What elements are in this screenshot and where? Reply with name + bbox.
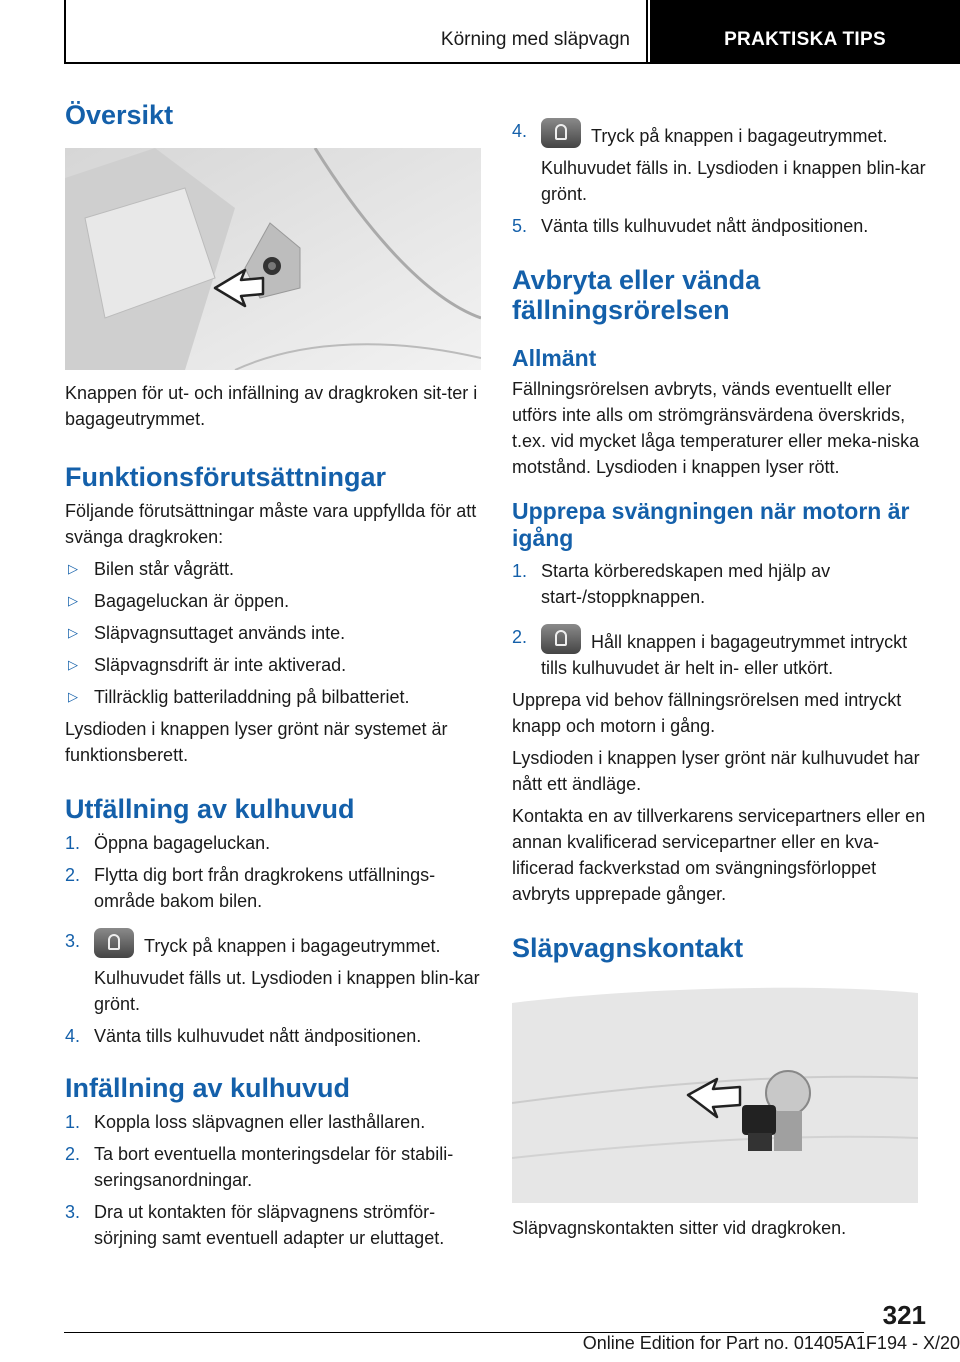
figure2-caption: Släpvagnskontakten sitter vid dragkroken. xyxy=(512,1218,847,1238)
heading-allmant: Allmänt xyxy=(512,345,597,371)
figure1-caption: Knappen för ut- och infällning av dragkroken sit-ter i bagageutrymmet. xyxy=(65,383,478,429)
upprepa-text-3: Kontakta en av tillverkarens servicepartners eller en annan kvalificerad servicepartner eller en kva-lificerad fackverkstad om svängningsförloppet avbryts upprepade gånger. xyxy=(512,806,926,904)
heading-utfallning: Utfällning av kulhuvud xyxy=(65,794,355,824)
hitch-button-icon xyxy=(94,928,134,958)
header-chapter-tab: PRAKTISKA TIPS xyxy=(650,0,960,62)
list-item: Kulhuvudet fälls ut. Lysdioden i knappen blin-kar grönt. xyxy=(94,968,480,1014)
list-item: 1. Koppla loss släpvagnen eller lasthållaren. xyxy=(65,1112,426,1132)
page-number: 321 xyxy=(882,1300,926,1330)
hitch-button-icon xyxy=(541,118,581,148)
list-item: 2. Håll knappen i bagageutrymmet intryckt xyxy=(512,624,930,655)
heading-avbryta: Avbryta eller vända fällningsrörelsen xyxy=(512,265,761,325)
list-item: ▷ Bilen står vågrätt. xyxy=(68,559,235,579)
heading-upprepa: Upprepa svängningen när motorn är igång xyxy=(512,498,910,551)
header-section-title: Körning med släpvagn xyxy=(64,0,648,62)
trunk-button-illustration xyxy=(65,148,481,370)
list-item: 2. Ta bort eventuella monteringsdelar för stabili-seringsanordningar. xyxy=(65,1144,454,1190)
list-item: ▷ Släpvagnsdrift är inte aktiverad. xyxy=(68,655,347,675)
list-item: 1. Starta körberedskapen med hjälp av start-/stoppknappen. xyxy=(512,561,831,607)
list-item: ▷ Bagageluckan är öppen. xyxy=(68,591,290,611)
figure-trailer-socket xyxy=(512,983,918,1203)
hitch-button-icon xyxy=(541,624,581,654)
heading-funktionsforutsattningar: Funktionsförutsättningar xyxy=(65,462,386,492)
list-item: Kulhuvudet fälls in. Lysdioden i knappen blin-kar grönt. xyxy=(541,158,926,204)
list-item: 1. Öppna bagageluckan. xyxy=(65,833,271,853)
list-item: ▷ Släpvagnsuttaget används inte. xyxy=(68,623,346,643)
upprepa-text-1: Upprepa vid behov fällningsrörelsen med intryckt knapp och motorn i gång. xyxy=(512,690,902,736)
funktion-intro: Följande förutsättningar måste vara uppfyllda för att svänga dragkroken: xyxy=(65,501,477,547)
list-item: 5. Vänta tills kulhuvudet nått ändpositionen. xyxy=(512,216,869,236)
figure-trunk-button xyxy=(65,148,481,370)
left-column xyxy=(65,100,483,1251)
list-item: 3. Dra ut kontakten för släpvagnens strömför-sörjning samt eventuell adapter ur eluttaget. xyxy=(65,1202,445,1248)
funktion-note: Lysdioden i knappen lyser grönt när systemet är funktionsberett. xyxy=(65,719,448,765)
list-item: 2. Flytta dig bort från dragkrokens utfällnings-område bakom bilen. xyxy=(65,865,436,911)
list-item: 3. Tryck på knappen i bagageutrymmet. xyxy=(65,928,483,959)
right-column xyxy=(512,118,930,1241)
heading-slapvagnskontakt: Släpvagnskontakt xyxy=(512,933,744,963)
allmant-text: Fällningsrörelsen avbryts, vänds eventuellt eller utförs inte alls om strömgränsvärdena överskrids, t.ex. vid mycket låga temperaturer eller meka-niska motstånd. Lysdioden i knappen lyser rött. xyxy=(512,379,920,477)
footer-edition: Online Edition for Part no. 01405A1F194 - X/20 xyxy=(582,1333,960,1353)
upprepa-text-2: Lysdioden i knappen lyser grönt när kulhuvudet har nått ett ändläge. xyxy=(512,748,920,794)
list-item: ▷ Tillräcklig batteriladdning på bilbatteriet. xyxy=(68,687,410,707)
heading-infallning: Infällning av kulhuvud xyxy=(65,1073,351,1103)
list-item: tills kulhuvudet är helt in- eller utkört. xyxy=(541,658,834,678)
list-item: 4. Vänta tills kulhuvudet nått ändpositionen. xyxy=(65,1026,422,1046)
list-item: 4. Tryck på knappen i bagageutrymmet. xyxy=(512,118,930,149)
heading-oversikt: Översikt xyxy=(65,100,174,130)
trailer-socket-illustration xyxy=(512,983,918,1203)
